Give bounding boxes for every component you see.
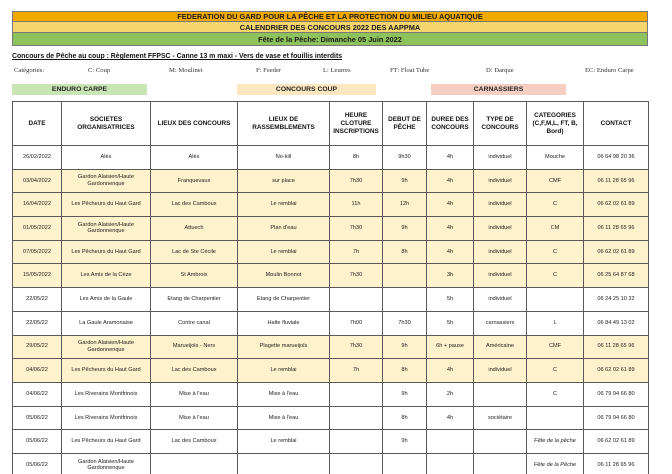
category-moulinet: M: Moulinet xyxy=(169,67,203,74)
type-cell xyxy=(474,453,527,474)
societe-cell: Les Pêcheurs du Haut Gard xyxy=(62,359,151,383)
contact-cell: 06 84 49 13 02 xyxy=(584,311,649,335)
type-cell: individuel xyxy=(474,240,527,264)
table-row xyxy=(13,264,649,288)
heure-cloture-cell: 7h00 xyxy=(330,311,383,335)
categories-cell: C xyxy=(527,240,584,264)
table-row xyxy=(13,430,649,454)
table-row xyxy=(13,453,649,474)
duree-cell: 3h xyxy=(427,264,474,288)
debut-peche-cell: 8h xyxy=(383,240,427,264)
societe-cell: Gardon Alaisien/Haute Gardonnenque xyxy=(62,335,151,359)
debut-peche-cell: 12h xyxy=(383,193,427,217)
lieu-rassemblement-cell: Moulin Bonnot xyxy=(238,264,330,288)
duree-cell: 4h xyxy=(427,217,474,241)
categories-cell: CMF xyxy=(527,169,584,193)
date-cell: 22/05/22 xyxy=(13,288,62,312)
type-cell: individuel xyxy=(474,169,527,193)
categories-cell: C xyxy=(527,382,584,406)
heure-cloture-cell: 7h xyxy=(330,359,383,383)
debut-peche-cell: 8h xyxy=(383,406,427,430)
calendar-title: CALENDRIER DES CONCOURS 2022 DES AAPPMA xyxy=(12,22,648,33)
lieu-rassemblement-cell xyxy=(238,453,330,474)
date-cell: 01/05/2022 xyxy=(13,217,62,241)
duree-cell: 4h xyxy=(427,193,474,217)
heure-cloture-cell: 7h30 xyxy=(330,217,383,241)
table-row xyxy=(13,311,649,335)
categories-cell: C xyxy=(527,264,584,288)
table-row xyxy=(13,146,649,170)
legend-carnassiers: CARNASSIERS xyxy=(431,84,566,95)
category-float-tube: FT: Float Tube xyxy=(390,67,430,74)
societe-cell: Gardon Alaisien/Haute Gardonnenque xyxy=(62,453,151,474)
contact-cell: 06 62 02 61 89 xyxy=(584,240,649,264)
lieu-concours-cell: Lac des Camboux xyxy=(151,359,238,383)
debut-peche-cell: 9h xyxy=(383,169,427,193)
lieu-rassemblement-cell: Plagette marueijols xyxy=(238,335,330,359)
table-row xyxy=(13,382,649,406)
contact-cell: 06 11 28 65 96 xyxy=(584,453,649,474)
table-row xyxy=(13,359,649,383)
lieu-rassemblement-cell: Le remblai xyxy=(238,240,330,264)
contact-cell: 06 24 25 10 32 xyxy=(584,288,649,312)
debut-peche-cell: 9h30 xyxy=(383,146,427,170)
contact-cell: 06 79 94 66 80 xyxy=(584,406,649,430)
societe-cell: Gardon Alaisien/Haute Gardonnenque xyxy=(62,169,151,193)
date-cell: 22/05/22 xyxy=(13,311,62,335)
lieu-concours-cell: Marueijols - Ners xyxy=(151,335,238,359)
col-header-debut-peche: DEBUT DE PÊCHE xyxy=(383,102,427,146)
contact-cell: 06 62 02 61 89 xyxy=(584,430,649,454)
categories-cell: C xyxy=(527,359,584,383)
col-header-categories: CATEGORIES (C,F,M,L, FT, B, Bord) xyxy=(527,102,584,146)
lieu-concours-cell: Attuech xyxy=(151,217,238,241)
col-header-lieux-rassemblement: LIEUX DE RASSEMBLEMENTS xyxy=(238,102,330,146)
col-header-date: DATE xyxy=(13,102,62,146)
lieu-concours-cell: St Ambroix xyxy=(151,264,238,288)
societe-cell: Les Amis de la Gaule xyxy=(62,288,151,312)
heure-cloture-cell: 7h30 xyxy=(330,169,383,193)
lieu-concours-cell: Alès xyxy=(151,146,238,170)
duree-cell xyxy=(427,430,474,454)
contact-cell: 06 11 28 65 96 xyxy=(584,217,649,241)
debut-peche-cell xyxy=(383,288,427,312)
lieu-concours-cell: Lac des Camboux xyxy=(151,430,238,454)
col-header-heure-cloture: HEURE CLOTURE INSCRIPTIONS xyxy=(330,102,383,146)
date-cell: 04/06/22 xyxy=(13,382,62,406)
lieu-concours-cell: Mise à l'eau xyxy=(151,382,238,406)
lieu-rassemblement-cell: Mise à l'eau xyxy=(238,406,330,430)
type-cell: individuel xyxy=(474,217,527,241)
type-cell: individuel xyxy=(474,264,527,288)
col-header-duree: DUREE DES CONCOURS xyxy=(427,102,474,146)
category-barque: D: Darque xyxy=(486,67,514,74)
categories-cell xyxy=(527,406,584,430)
categories-cell: Fête de la pêche xyxy=(527,430,584,454)
lieu-concours-cell xyxy=(151,453,238,474)
table-header-row xyxy=(13,102,649,146)
fete-peche-banner: Fête de la Pêche: Dimanche 05 Juin 2022 xyxy=(12,33,648,46)
type-cell: Américaine xyxy=(474,335,527,359)
type-cell: sociétaire xyxy=(474,406,527,430)
heure-cloture-cell: 7h xyxy=(330,240,383,264)
reglement-subtitle: Concours de Pêche au coup : Règlement FFPSC - Canne 13 m maxi - Vers de vase et fouillis interdits xyxy=(12,53,343,60)
duree-cell xyxy=(427,453,474,474)
heure-cloture-cell: 7h30 xyxy=(330,264,383,288)
lieu-rassemblement-cell: Mise à l'eau xyxy=(238,382,330,406)
heure-cloture-cell xyxy=(330,430,383,454)
lieu-concours-cell: Mise à l'eau xyxy=(151,406,238,430)
categories-cell: CMF xyxy=(527,335,584,359)
duree-cell: 4h xyxy=(427,240,474,264)
contact-cell: 06 11 28 65 96 xyxy=(584,335,649,359)
date-cell: 03/04/2022 xyxy=(13,169,62,193)
contact-cell: 06 62 02 61 89 xyxy=(584,193,649,217)
lieu-rassemblement-cell: Le remblai xyxy=(238,193,330,217)
debut-peche-cell: 7h30 xyxy=(383,311,427,335)
date-cell: 07/05/2022 xyxy=(13,240,62,264)
duree-cell: 2h xyxy=(427,382,474,406)
category-feeder: F: Feeder xyxy=(256,67,282,74)
date-cell: 05/06/22 xyxy=(13,406,62,430)
heure-cloture-cell: 8h xyxy=(330,146,383,170)
duree-cell: 6h + pause xyxy=(427,335,474,359)
categories-line xyxy=(12,67,648,77)
legend-enduro-carpe: ENDURO CARPE xyxy=(12,84,147,95)
concours-table xyxy=(12,101,649,474)
categories-cell: L xyxy=(527,311,584,335)
table-row xyxy=(13,169,649,193)
debut-peche-cell xyxy=(383,264,427,288)
categories-cell: C xyxy=(527,193,584,217)
duree-cell: 4h xyxy=(427,359,474,383)
heure-cloture-cell: 7h30 xyxy=(330,335,383,359)
heure-cloture-cell: 11h xyxy=(330,193,383,217)
debut-peche-cell: 9h xyxy=(383,382,427,406)
categories-cell: CM xyxy=(527,217,584,241)
date-cell: 05/06/22 xyxy=(13,430,62,454)
societe-cell: Les Riverains Montfrinois xyxy=(62,382,151,406)
debut-peche-cell: 9h xyxy=(383,430,427,454)
date-cell: 16/04/2022 xyxy=(13,193,62,217)
date-cell: 26/02/2022 xyxy=(13,146,62,170)
type-cell xyxy=(474,430,527,454)
societe-cell: Alès xyxy=(62,146,151,170)
societe-cell: Les Pêcheurs du Haut Gard xyxy=(62,430,151,454)
lieu-rassemblement-cell: Le remblai xyxy=(238,359,330,383)
date-cell: 15/05/2022 xyxy=(13,264,62,288)
debut-peche-cell: 9h xyxy=(383,335,427,359)
type-cell xyxy=(474,382,527,406)
type-cell: individuel xyxy=(474,146,527,170)
date-cell: 05/06/22 xyxy=(13,453,62,474)
societe-cell: Gardon Alaisien/Haute Gardonnenque xyxy=(62,217,151,241)
contact-cell: 06 79 94 66 80 xyxy=(584,382,649,406)
heure-cloture-cell xyxy=(330,382,383,406)
table-row xyxy=(13,406,649,430)
table-row xyxy=(13,217,649,241)
category-enduro-carpe: EC: Enduro Carpe xyxy=(585,67,634,74)
duree-cell: 4h xyxy=(427,406,474,430)
categories-cell: Mouche xyxy=(527,146,584,170)
heure-cloture-cell xyxy=(330,406,383,430)
lieu-concours-cell: Etang de Charpentier xyxy=(151,288,238,312)
lieu-concours-cell: Lac de Ste Cécile xyxy=(151,240,238,264)
col-header-societes: SOCIETES ORGANISATRICES xyxy=(62,102,151,146)
lieu-rassemblement-cell: Le remblai xyxy=(238,430,330,454)
col-header-type: TYPE DE CONCOURS xyxy=(474,102,527,146)
legend-concours-coup: CONCOURS COUP xyxy=(237,84,376,95)
date-cell: 29/05/22 xyxy=(13,335,62,359)
lieu-rassemblement-cell: Etang de Charpentier xyxy=(238,288,330,312)
lieu-concours-cell: Lac des Camboux xyxy=(151,193,238,217)
date-cell: 04/06/22 xyxy=(13,359,62,383)
categories-cell: Fête de la Pêche xyxy=(527,453,584,474)
type-cell: carnassiers xyxy=(474,311,527,335)
heure-cloture-cell xyxy=(330,288,383,312)
duree-cell: 4h xyxy=(427,146,474,170)
lieu-rassemblement-cell: Plan d'eau xyxy=(238,217,330,241)
duree-cell: 4h xyxy=(427,169,474,193)
table-row xyxy=(13,335,649,359)
duree-cell: 5h xyxy=(427,311,474,335)
table-row xyxy=(13,240,649,264)
societe-cell: Les Pêcheurs du Haut Gard xyxy=(62,193,151,217)
debut-peche-cell xyxy=(383,453,427,474)
category-leurres: L: Leurres xyxy=(323,67,351,74)
type-cell: individuel xyxy=(474,359,527,383)
table-row xyxy=(13,288,649,312)
heure-cloture-cell xyxy=(330,453,383,474)
societe-cell: Les Riverains Montfrinois xyxy=(62,406,151,430)
debut-peche-cell: 9h xyxy=(383,217,427,241)
contact-cell: 06 64 98 20 36 xyxy=(584,146,649,170)
federation-title: FEDERATION DU GARD POUR LA PÊCHE ET LA PROTECTION DU MILIEU AQUATIQUE xyxy=(12,11,648,22)
categories-label: Catégories: xyxy=(14,67,45,74)
category-coup: C: Coup xyxy=(88,67,111,74)
categories-cell xyxy=(527,288,584,312)
lieu-concours-cell: Franquevaux xyxy=(151,169,238,193)
contact-cell: 06 11 28 65 96 xyxy=(584,169,649,193)
col-header-contact: CONTACT xyxy=(584,102,649,146)
contact-cell: 06 62 02 61 89 xyxy=(584,359,649,383)
duree-cell: 5h xyxy=(427,288,474,312)
societe-cell: La Gaule Aramonaise xyxy=(62,311,151,335)
lieu-rassemblement-cell: Halte fluviale xyxy=(238,311,330,335)
societe-cell: Les Amis de la Cèze xyxy=(62,264,151,288)
debut-peche-cell: 8h xyxy=(383,359,427,383)
table-row xyxy=(13,193,649,217)
societe-cell: Les Pêcheurs du Haut Gard xyxy=(62,240,151,264)
col-header-lieux-concours: LIEUX DES CONCOURS xyxy=(151,102,238,146)
lieu-concours-cell: Contre canal xyxy=(151,311,238,335)
type-cell: individuel xyxy=(474,193,527,217)
table-body xyxy=(13,146,649,474)
type-cell: individuel xyxy=(474,288,527,312)
lieu-rassemblement-cell: sur place xyxy=(238,169,330,193)
lieu-rassemblement-cell: No-kill xyxy=(238,146,330,170)
contact-cell: 06 25 64 87 68 xyxy=(584,264,649,288)
